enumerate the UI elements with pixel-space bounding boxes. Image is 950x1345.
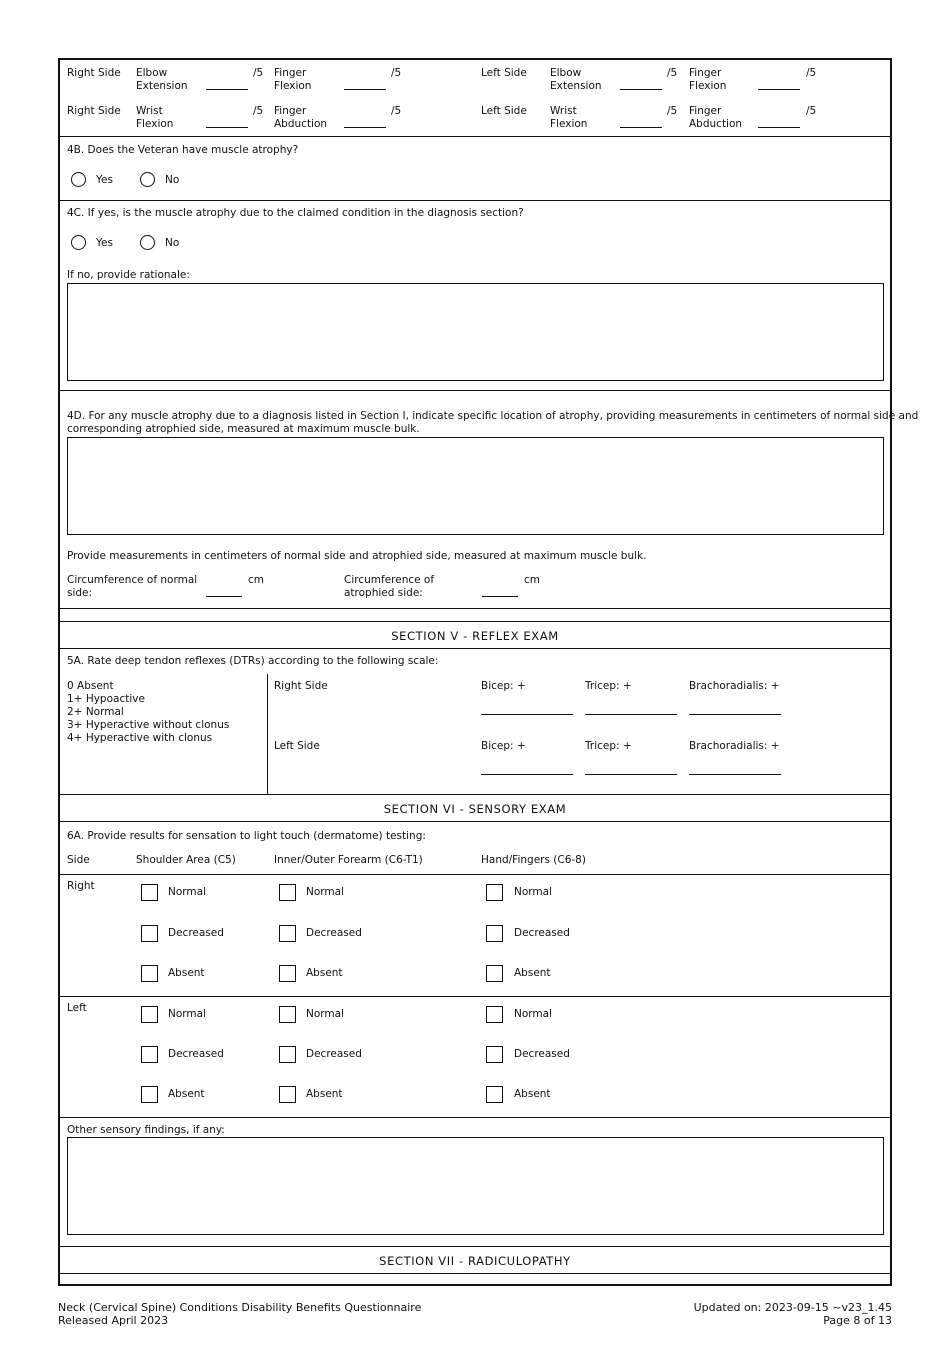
left-shoulder-decreased-checkbox[interactable] [141,1046,158,1063]
scale-suffix: /5 [806,105,817,117]
brachioradialis-label: Brachoradialis: + [689,740,780,752]
option-label: Normal [514,1008,552,1020]
footer-right [694,1301,892,1327]
scale-suffix: /5 [391,105,402,117]
right-shoulder-decreased-checkbox[interactable] [141,925,158,942]
left-forearm-normal-checkbox[interactable] [279,1006,296,1023]
option-label: Absent [514,1088,551,1100]
muscle-name: Elbow [550,67,582,79]
col-header-hand: Hand/Fingers (C6-8) [481,854,586,866]
left-shoulder-normal-checkbox[interactable] [141,1006,158,1023]
right-shoulder-normal-checkbox[interactable] [141,884,158,901]
divider [60,996,890,997]
q4c-yes-radio[interactable] [71,235,86,250]
option-label: Normal [168,1008,206,1020]
divider [60,136,890,137]
normal-circumference-label-2: side: [67,587,93,599]
right-tricep-input[interactable] [585,700,677,715]
other-sensory-textarea[interactable] [67,1137,884,1235]
muscle-name: Wrist [550,105,577,117]
left-tricep-input[interactable] [585,760,677,775]
option-label: Normal [306,886,344,898]
scale-item: 2+ Normal [67,706,124,718]
option-label: Absent [514,967,551,979]
scale-suffix: /5 [391,67,402,79]
col-header-shoulder: Shoulder Area (C5) [136,854,236,866]
strength-input[interactable] [344,76,386,90]
left-side-label: Left Side [481,105,527,117]
option-label: Decreased [168,927,224,939]
question-4b: 4B. Does the Veteran have muscle atrophy? [67,144,299,156]
atrophied-circumference-input[interactable] [482,583,518,597]
reflex-right-side-label: Right Side [274,680,328,692]
option-label: Absent [306,1088,343,1100]
option-label: Decreased [168,1048,224,1060]
option-label: Decreased [514,1048,570,1060]
muscle-name: Abduction [689,118,743,130]
section-v-header: SECTION V - REFLEX EXAM [60,621,890,649]
q4b-yes-radio[interactable] [71,172,86,187]
strength-input[interactable] [206,76,248,90]
divider [60,200,890,201]
left-forearm-decreased-checkbox[interactable] [279,1046,296,1063]
divider [60,390,890,391]
atrophy-location-textarea[interactable] [67,437,884,535]
strength-input[interactable] [206,114,248,128]
scale-suffix: /5 [253,105,264,117]
right-side-label: Right Side [67,67,121,79]
left-hand-decreased-checkbox[interactable] [486,1046,503,1063]
normal-circumference-input[interactable] [206,583,242,597]
section-vi-header: SECTION VI - SENSORY EXAM [60,794,890,822]
question-6a: 6A. Provide results for sensation to light touch (dermatome) testing: [67,830,426,842]
left-hand-absent-checkbox[interactable] [486,1086,503,1103]
divider [60,874,890,875]
right-shoulder-absent-checkbox[interactable] [141,965,158,982]
muscle-name: Flexion [136,118,174,130]
scale-item: 3+ Hyperactive without clonus [67,719,230,731]
option-label: Normal [514,886,552,898]
form-title: Neck (Cervical Spine) Conditions Disability Benefits Questionnaire [58,1301,422,1314]
bicep-label: Bicep: + [481,740,526,752]
scale-suffix: /5 [806,67,817,79]
option-label: Decreased [306,927,362,939]
muscle-name: Wrist [136,105,163,117]
option-label: Absent [306,967,343,979]
atrophied-circumference-label: Circumference of [344,574,435,586]
left-brachioradialis-input[interactable] [689,760,781,775]
brachioradialis-label: Brachoradialis: + [689,680,780,692]
muscle-name: Finger [689,105,722,117]
right-forearm-absent-checkbox[interactable] [279,965,296,982]
left-forearm-absent-checkbox[interactable] [279,1086,296,1103]
tricep-label: Tricep: + [585,740,632,752]
left-shoulder-absent-checkbox[interactable] [141,1086,158,1103]
right-brachioradialis-input[interactable] [689,700,781,715]
section-vii-header: SECTION VII - RADICULOPATHY [60,1246,890,1274]
option-label: Normal [168,886,206,898]
scale-suffix: /5 [253,67,264,79]
option-label: Normal [306,1008,344,1020]
scale-item: 0 Absent [67,680,114,692]
question-4d: 4D. For any muscle atrophy due to a diagnosis listed in Section I, indicate specific location of atrophy, providing measurements in centimeters of normal side and [67,410,919,422]
muscle-name: Flexion [274,80,312,92]
left-side-label: Left Side [481,67,527,79]
strength-input[interactable] [620,114,662,128]
form-page [58,58,919,1286]
sensory-right-label: Right [67,880,95,892]
q4b-no-radio[interactable] [140,172,155,187]
reflex-left-side-label: Left Side [274,740,320,752]
question-4d-cont: corresponding atrophied side, measured at maximum muscle bulk. [67,423,420,435]
muscle-name: Finger [274,67,307,79]
col-header-forearm: Inner/Outer Forearm (C6-T1) [274,854,423,866]
page-number: Page 8 of 13 [823,1314,892,1327]
q4c-no-radio[interactable] [140,235,155,250]
muscle-name: Extension [550,80,602,92]
left-hand-normal-checkbox[interactable] [486,1006,503,1023]
option-label: Decreased [306,1048,362,1060]
other-sensory-label: Other sensory findings, if any: [67,1124,225,1136]
strength-input[interactable] [758,114,800,128]
unit-cm: cm [248,574,265,586]
option-label: Absent [168,967,205,979]
divider [60,1117,890,1118]
option-label: Absent [168,1088,205,1100]
muscle-name: Finger [274,105,307,117]
muscle-name: Flexion [550,118,588,130]
updated-on: Updated on: 2023-09-15 ~v23_1.45 [693,1301,892,1314]
q4b-no-label: No [165,174,180,186]
rationale-label: If no, provide rationale: [67,269,190,281]
scale-item: 1+ Hypoactive [67,693,145,705]
scale-item: 4+ Hyperactive with clonus [67,732,213,744]
right-bicep-input[interactable] [481,700,573,715]
muscle-name: Extension [136,80,188,92]
right-forearm-normal-checkbox[interactable] [279,884,296,901]
scale-suffix: /5 [667,67,678,79]
question-5a: 5A. Rate deep tendon reflexes (DTRs) according to the following scale: [67,655,439,667]
bicep-label: Bicep: + [481,680,526,692]
release-date: Released April 2023 [58,1314,169,1327]
muscle-name: Elbow [136,67,168,79]
muscle-name: Flexion [689,80,727,92]
footer-left [58,1301,421,1327]
muscle-name: Abduction [274,118,328,130]
normal-circumference-label: Circumference of normal [67,574,198,586]
left-bicep-input[interactable] [481,760,573,775]
right-hand-decreased-checkbox[interactable] [486,925,503,942]
right-forearm-decreased-checkbox[interactable] [279,925,296,942]
q4b-yes-label: Yes [96,174,113,186]
q4c-yes-label: Yes [96,237,113,249]
measurement-note: Provide measurements in centimeters of normal side and atrophied side, measured at maximum muscle bulk. [67,550,647,562]
divider [267,674,268,794]
strength-input[interactable] [620,76,662,90]
question-4c: 4C. If yes, is the muscle atrophy due to the claimed condition in the diagnosis section? [67,207,524,219]
q4c-no-label: No [165,237,180,249]
right-hand-absent-checkbox[interactable] [486,965,503,982]
tricep-label: Tricep: + [585,680,632,692]
muscle-name: Finger [689,67,722,79]
right-side-label: Right Side [67,105,121,117]
right-hand-normal-checkbox[interactable] [486,884,503,901]
strength-input[interactable] [344,114,386,128]
atrophied-circumference-label-2: atrophied side: [344,587,423,599]
unit-cm: cm [524,574,541,586]
sensory-left-label: Left [67,1002,87,1014]
rationale-textarea[interactable] [67,283,884,381]
scale-suffix: /5 [667,105,678,117]
col-header-side: Side [67,854,90,866]
option-label: Decreased [514,927,570,939]
strength-input[interactable] [758,76,800,90]
